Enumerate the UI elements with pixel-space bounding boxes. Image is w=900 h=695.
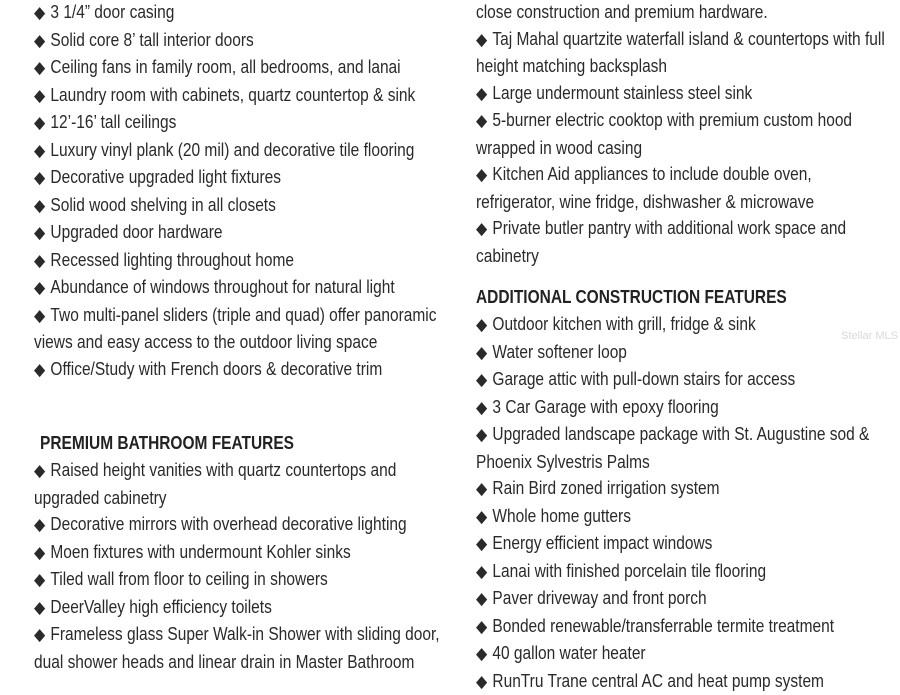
list-item: ◆ Rain Bird zoned irrigation system: [476, 475, 895, 503]
list-item: ◆ Frameless glass Super Walk-in Shower with sliding door, dual shower heads and linear drain in Master Bathroom: [34, 621, 463, 675]
list-item: close construction and premium hardware.: [476, 0, 895, 26]
bullet-diamond-icon: ◆: [476, 479, 487, 499]
list-item: ◆ Bonded renewable/transferrable termite treatment: [476, 613, 895, 641]
list-item: ◆ RunTru Trane central AC and heat pump system: [476, 668, 895, 695]
bullet-diamond-icon: ◆: [34, 251, 45, 271]
bullet-diamond-icon: ◆: [34, 625, 45, 645]
bullet-diamond-icon: ◆: [34, 515, 45, 535]
list-item: ◆ Large undermount stainless steel sink: [476, 80, 895, 108]
list-item: ◆ 3 1/4” door casing: [34, 0, 463, 27]
list-item: ◆ 5-burner electric cooktop with premium custom hood wrapped in wood casing: [476, 107, 895, 161]
construction-section: [476, 284, 896, 310]
list-item: ◆ Office/Study with French doors & decorative trim: [34, 356, 463, 384]
list-item: ◆ Decorative mirrors with overhead decorative lighting: [34, 511, 463, 539]
construction-features-list: [476, 311, 896, 695]
bullet-diamond-icon: ◆: [34, 168, 45, 188]
list-item: ◆ Taj Mahal quartzite waterfall island & countertops with full height matching backsplash: [476, 26, 895, 80]
bullet-diamond-icon: ◆: [34, 86, 45, 106]
list-item: ◆ Water softener loop: [476, 339, 895, 367]
bullet-diamond-icon: ◆: [476, 111, 487, 131]
bullet-diamond-icon: ◆: [34, 58, 45, 78]
bullet-diamond-icon: ◆: [476, 315, 487, 335]
list-item: ◆ Energy efficient impact windows: [476, 530, 895, 558]
bullet-diamond-icon: ◆: [34, 598, 45, 618]
list-item: ◆ Solid wood shelving in all closets: [34, 192, 463, 220]
bathroom-section: [40, 430, 470, 456]
bullet-diamond-icon: ◆: [476, 562, 487, 582]
bullet-diamond-icon: ◆: [34, 360, 45, 380]
list-item: ◆ Recessed lighting throughout home: [34, 247, 463, 275]
bullet-diamond-icon: ◆: [476, 425, 487, 445]
list-item: ◆ Moen fixtures with undermount Kohler sinks: [34, 539, 463, 567]
bullet-diamond-icon: ◆: [476, 30, 487, 50]
bullet-diamond-icon: ◆: [34, 306, 45, 326]
bathroom-heading: PREMIUM BATHROOM FEATURES: [40, 430, 469, 456]
bullet-diamond-icon: ◆: [476, 589, 487, 609]
list-item: ◆ Kitchen Aid appliances to include double oven, refrigerator, wine fridge, dishwasher & microwave: [476, 161, 895, 215]
construction-heading: ADDITIONAL CONSTRUCTION FEATURES: [476, 284, 895, 310]
bullet-diamond-icon: ◆: [476, 672, 487, 692]
bullet-diamond-icon: ◆: [476, 165, 487, 185]
bullet-diamond-icon: ◆: [476, 617, 487, 637]
bullet-diamond-icon: ◆: [476, 644, 487, 664]
list-item: ◆ Lanai with finished porcelain tile flooring: [476, 558, 895, 586]
bullet-diamond-icon: ◆: [34, 543, 45, 563]
list-item: ◆ Whole home gutters: [476, 503, 895, 531]
list-item: ◆ Garage attic with pull-down stairs for access: [476, 366, 895, 394]
list-item: ◆ Ceiling fans in family room, all bedrooms, and lanai: [34, 54, 463, 82]
bullet-diamond-icon: ◆: [34, 570, 45, 590]
bullet-diamond-icon: ◆: [34, 31, 45, 51]
list-item: ◆ Paver driveway and front porch: [476, 585, 895, 613]
bathroom-features-list: [34, 457, 464, 675]
list-item: ◆ Upgraded landscape package with St. Augustine sod & Phoenix Sylvestris Palms: [476, 421, 895, 475]
kitchen-features-list: [476, 0, 896, 269]
bullet-diamond-icon: ◆: [476, 370, 487, 390]
bullet-diamond-icon: ◆: [34, 223, 45, 243]
bullet-diamond-icon: ◆: [476, 534, 487, 554]
list-item: ◆ Private butler pantry with additional work space and cabinetry: [476, 215, 895, 269]
list-item: ◆ Two multi-panel sliders (triple and quad) offer panoramic views and easy access to the outdoor living space: [34, 302, 463, 356]
list-item: ◆ DeerValley high efficiency toilets: [34, 594, 463, 622]
bullet-diamond-icon: ◆: [34, 3, 45, 23]
bullet-diamond-icon: ◆: [476, 219, 487, 239]
bullet-diamond-icon: ◆: [476, 84, 487, 104]
bullet-diamond-icon: ◆: [476, 398, 487, 418]
list-item: ◆ Outdoor kitchen with grill, fridge & sink: [476, 311, 895, 339]
bullet-diamond-icon: ◆: [34, 113, 45, 133]
bullet-diamond-icon: ◆: [476, 343, 487, 363]
list-item: ◆ Raised height vanities with quartz countertops and upgraded cabinetry: [34, 457, 463, 511]
list-item: ◆ Upgraded door hardware: [34, 219, 463, 247]
list-item: ◆ 3 Car Garage with epoxy flooring: [476, 394, 895, 422]
list-item: ◆ 12’-16’ tall ceilings: [34, 109, 463, 137]
list-item: ◆ Laundry room with cabinets, quartz countertop & sink: [34, 82, 463, 110]
list-item: ◆ Tiled wall from floor to ceiling in showers: [34, 566, 463, 594]
list-item: ◆ Decorative upgraded light fixtures: [34, 164, 463, 192]
bullet-diamond-icon: ◆: [476, 507, 487, 527]
bullet-diamond-icon: ◆: [34, 278, 45, 298]
list-item: ◆ 40 gallon water heater: [476, 640, 895, 668]
list-item: ◆ Abundance of windows throughout for natural light: [34, 274, 463, 302]
list-item: ◆ Luxury vinyl plank (20 mil) and decorative tile flooring: [34, 137, 463, 165]
watermark: Stellar MLS: [841, 330, 898, 342]
bullet-diamond-icon: ◆: [34, 461, 45, 481]
interior-features-list: [34, 0, 464, 383]
list-item: ◆ Solid core 8’ tall interior doors: [34, 27, 463, 55]
bullet-diamond-icon: ◆: [34, 196, 45, 216]
bullet-diamond-icon: ◆: [34, 141, 45, 161]
